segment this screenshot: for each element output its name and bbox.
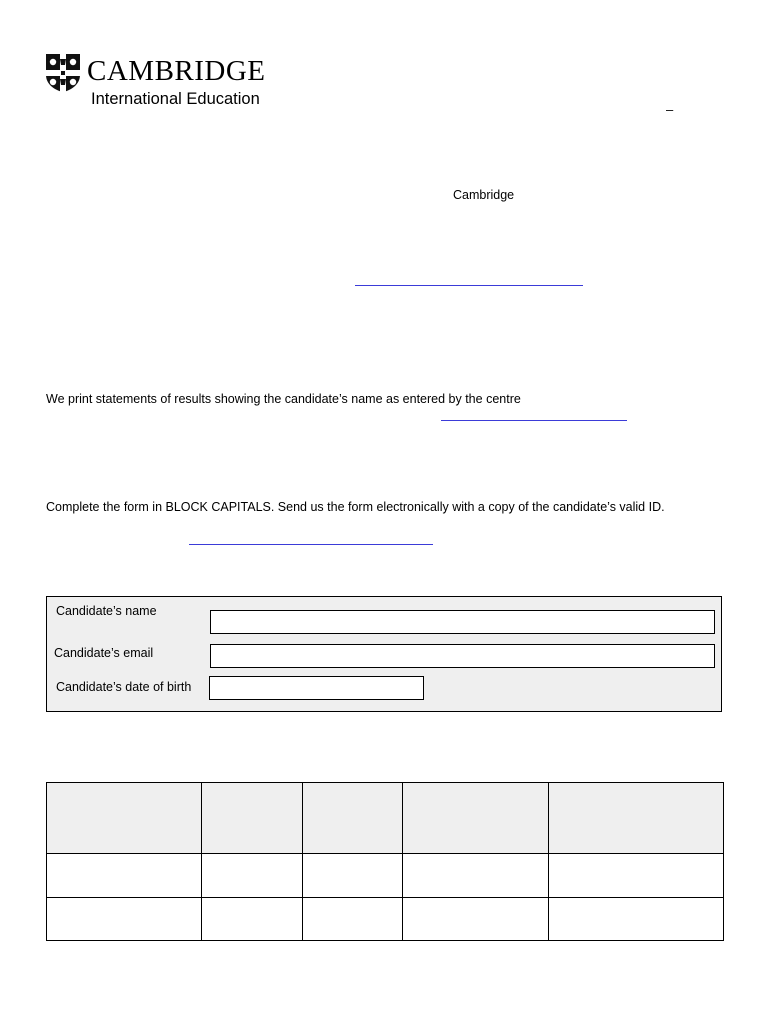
hyperlink-underline-2[interactable] <box>441 420 627 421</box>
cambridge-shield-icon <box>45 53 81 93</box>
candidate-dob-label: Candidate’s date of birth <box>56 680 192 694</box>
brand-name: CAMBRIDGE <box>87 55 266 87</box>
cambridge-text: Cambridge <box>453 188 515 202</box>
candidate-name-field[interactable] <box>210 610 715 634</box>
table-row <box>47 854 724 898</box>
table-cell[interactable] <box>549 854 724 898</box>
candidate-email-field[interactable] <box>210 644 715 668</box>
table-cell[interactable] <box>47 854 202 898</box>
table-cell[interactable] <box>47 897 202 941</box>
candidate-details-form <box>46 596 722 712</box>
table-header-cell <box>47 783 202 854</box>
table-cell[interactable] <box>303 897 403 941</box>
instructions-paragraph: Complete the form in BLOCK CAPITALS. Send us the form electronically with a copy of the candidate’s valid ID. <box>46 500 665 514</box>
cambridge-logo <box>45 53 285 109</box>
table-cell[interactable] <box>202 854 303 898</box>
hyperlink-underline-1[interactable] <box>355 285 583 286</box>
table-cell[interactable] <box>549 897 724 941</box>
hyperlink-underline-3[interactable] <box>189 544 433 545</box>
table-cell[interactable] <box>403 854 549 898</box>
table-cell[interactable] <box>403 897 549 941</box>
candidate-name-label: Candidate’s name <box>56 604 157 618</box>
table-header-row <box>47 783 724 854</box>
table-header-cell <box>303 783 403 854</box>
table-header-cell <box>549 783 724 854</box>
table-cell[interactable] <box>202 897 303 941</box>
table-cell[interactable] <box>303 854 403 898</box>
brand-subtitle: International Education <box>91 90 260 108</box>
results-table <box>46 782 724 941</box>
candidate-dob-field[interactable] <box>209 676 424 700</box>
table-header-cell <box>202 783 303 854</box>
statement-paragraph: We print statements of results showing the candidate’s name as entered by the centre <box>46 392 521 406</box>
table-row <box>47 897 724 941</box>
corner-mark: – <box>666 102 674 117</box>
candidate-email-label: Candidate’s email <box>54 646 154 660</box>
table-header-cell <box>403 783 549 854</box>
